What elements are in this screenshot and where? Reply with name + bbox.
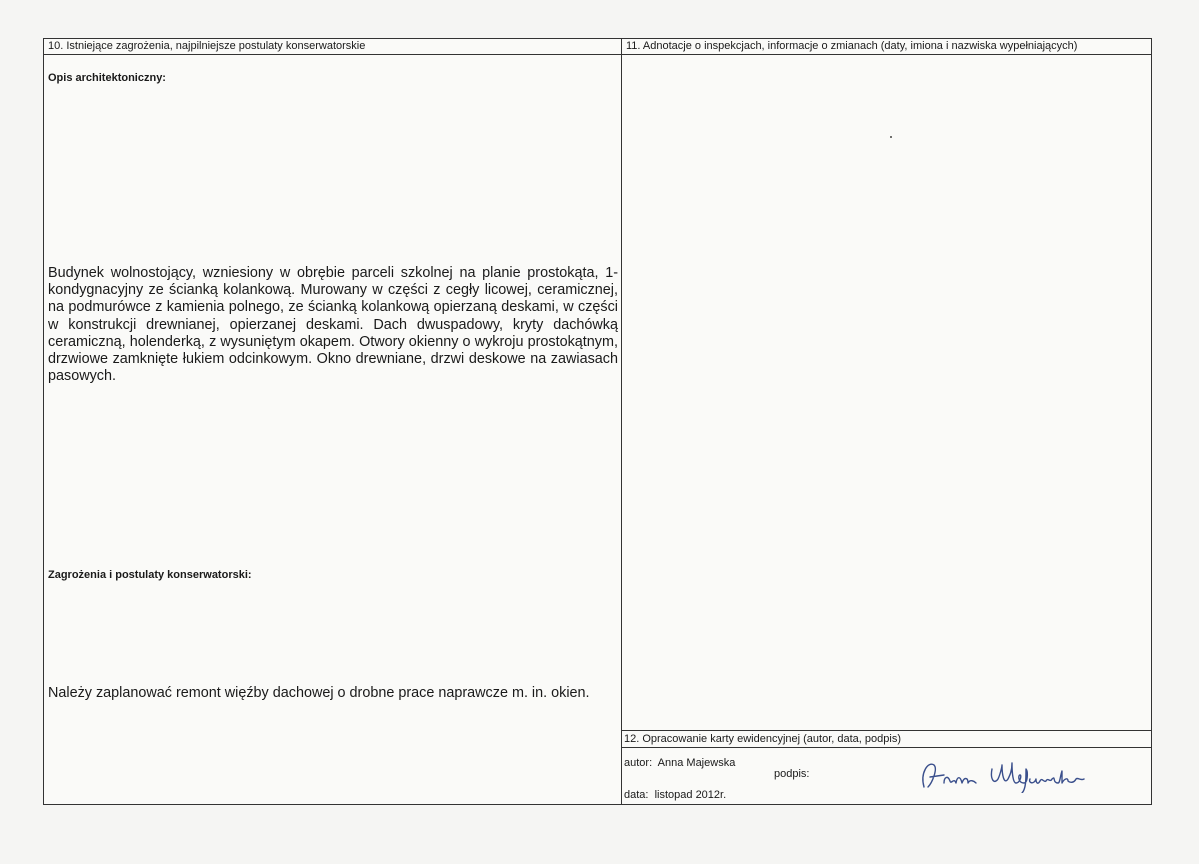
author-value: Anna Majewska	[657, 757, 736, 769]
author-row	[624, 757, 735, 769]
author-label: autor:	[624, 757, 653, 769]
architectural-description-label: Opis architektoniczny:	[48, 72, 166, 84]
handwritten-signature	[910, 753, 1090, 793]
section-12-divider	[622, 747, 1151, 748]
section-11-header: 11. Adnotacje o inspekcjach, informacje o zmianach (daty, imiona i nazwiska wypełniających)	[622, 39, 1151, 55]
date-row	[624, 789, 726, 801]
date-label: data:	[624, 789, 649, 801]
scan-speck	[890, 136, 892, 138]
section-10-header: 10. Istniejące zagrożenia, najpilniejsze postulaty konserwatorskie	[44, 39, 621, 55]
form-frame	[43, 38, 1152, 805]
date-value: listopad 2012r.	[654, 789, 727, 801]
signature-label: podpis:	[774, 768, 810, 780]
section-12	[622, 730, 1151, 804]
section-12-header: 12. Opracowanie karty ewidencyjnej (autor, data, podpis)	[624, 733, 901, 745]
section-11	[622, 39, 1151, 804]
section-10	[44, 39, 621, 804]
architectural-description-text: Budynek wolnostojący, wzniesiony w obrębie parceli szkolnej na planie prostokąta, 1-kondygnacyjny ze ścianką kolankową. Murowany w części z cegły licowej, ceramicznej, na podmurówce z kamienia polnego, ze ścianką kolankową opierzaną deskami, w części w konstrukcji drewnianej, opierzanej deskami. Dach dwuspadowy, kryty dachówką ceramiczną, holenderką, z wysuniętym okapem. Otwory okienny o wykroju prostokątnym, drzwiowe zamknięte łukiem odcinkowym. Okno drewniane, drzwi deskowe na zawiasach pasowych.	[48, 265, 618, 385]
threats-text: Należy zaplanować remont więźby dachowej o drobne prace naprawcze m. in. okien.	[48, 685, 590, 701]
threats-label: Zagrożenia i postulaty konserwatorski:	[48, 569, 252, 581]
